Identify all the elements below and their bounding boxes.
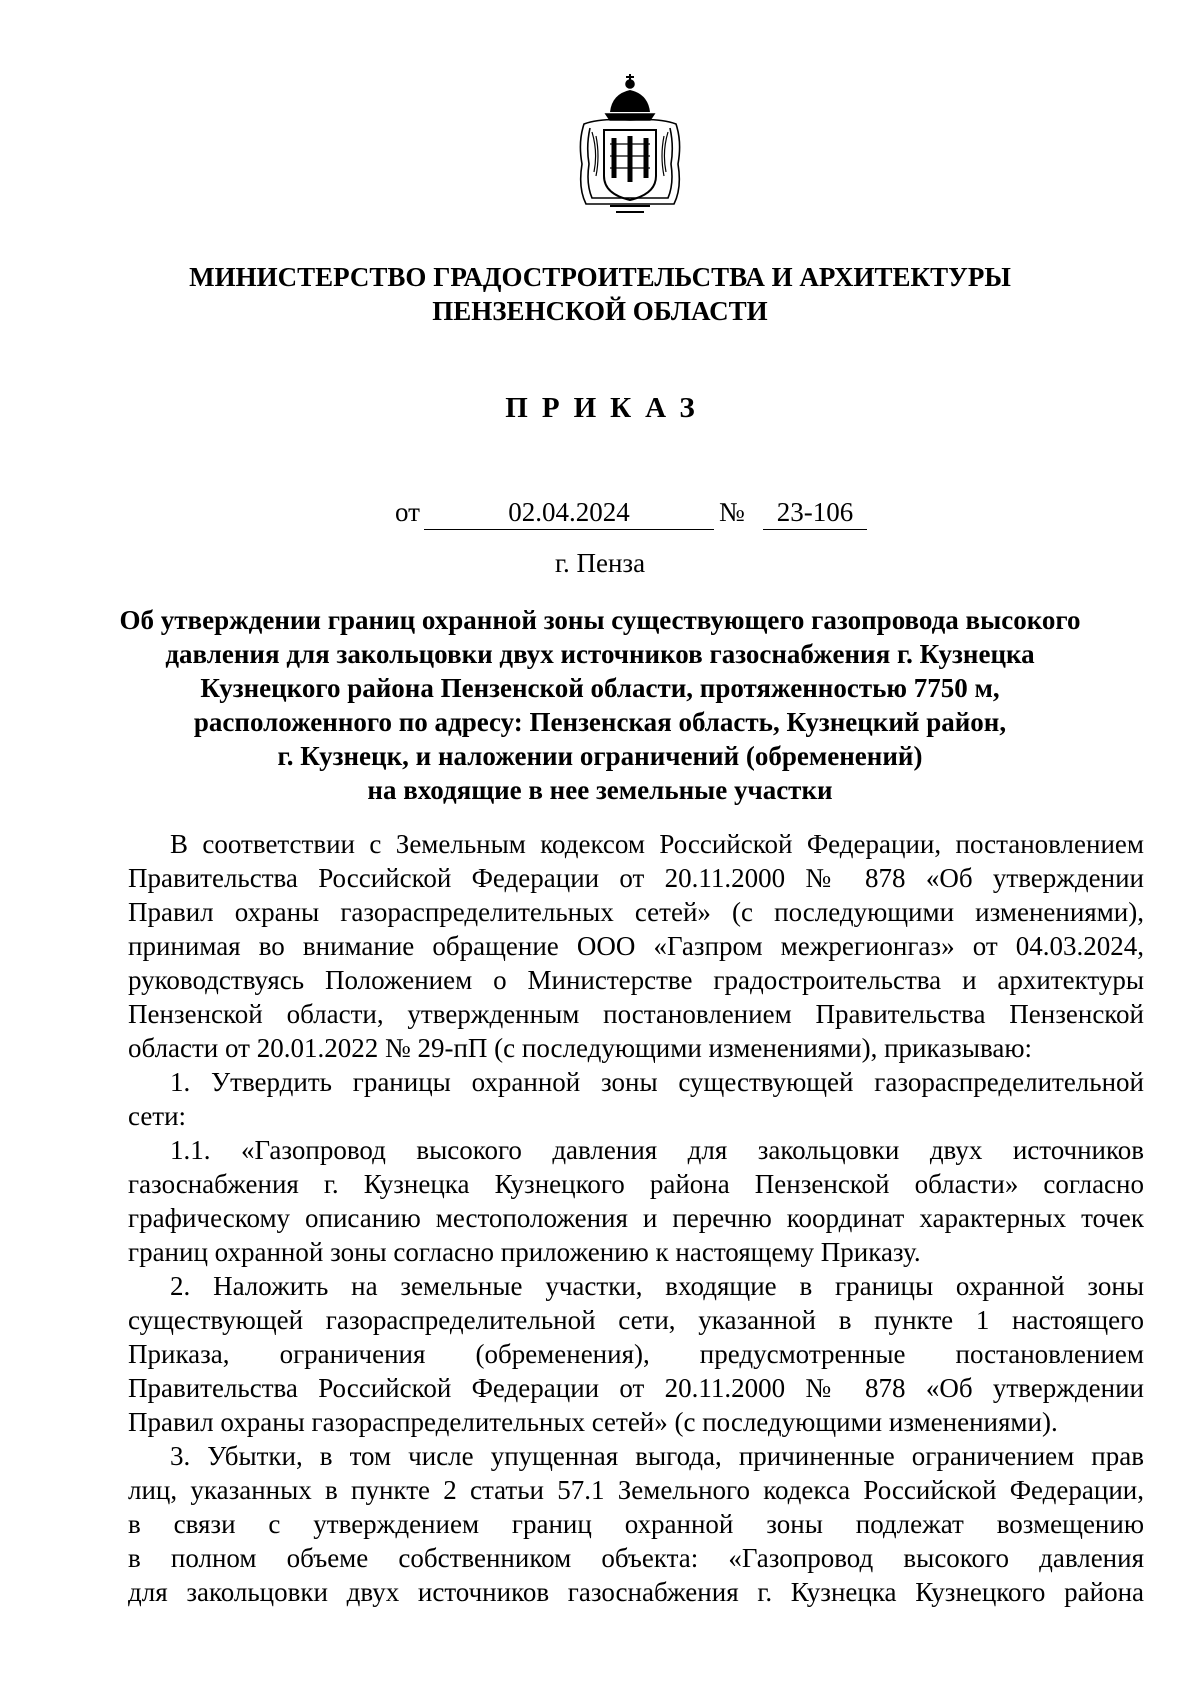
number-label: № (719, 497, 745, 527)
body-line: Правил охраны газораспределительных сетей» (с последующими изменениями), (128, 897, 1144, 927)
body-line: существующей газораспределительной сети, указанной в пункте 1 настоящего (128, 1305, 1144, 1335)
body-line: сети: (128, 1101, 187, 1131)
ministry-name-line-2: ПЕНЗЕНСКОЙ ОБЛАСТИ (432, 296, 768, 326)
order-date-number-line (0, 497, 1200, 533)
subject-line: расположенного по адресу: Пензенская область, Кузнецкий район, (193, 707, 1007, 737)
body-line: для закольцовки двух источников газоснабжения г. Кузнецка Кузнецкого района (128, 1577, 1144, 1607)
body-line: принимая во внимание обращение ООО «Газпром межрегионгаз» от 04.03.2024, (128, 931, 1144, 961)
body-line: в полном объеме собственником объекта: «Газопровод высокого давления (128, 1543, 1144, 1573)
body-line: 1. Утвердить границы охранной зоны существующей газораспределительной (170, 1067, 1144, 1097)
coat-of-arms-emblem (570, 72, 690, 220)
order-number: 23-106 (763, 497, 867, 530)
body-line: области от 20.01.2022 № 29-пП (с последующими изменениями), приказываю: (128, 1033, 1033, 1063)
body-line: графическому описанию местоположения и перечню координат характерных точек (128, 1203, 1144, 1233)
ministry-name-line-1: МИНИСТЕРСТВО ГРАДОСТРОИТЕЛЬСТВА И АРХИТЕКТУРЫ (189, 262, 1011, 292)
order-title: ПРИКАЗ (505, 392, 709, 424)
body-line: руководствуясь Положением о Министерстве градостроительства и архитектуры (128, 965, 1144, 995)
order-date: 02.04.2024 (424, 497, 714, 530)
body-line: 3. Убытки, в том числе упущенная выгода, причиненные ограничением прав (170, 1441, 1144, 1471)
body-line: Приказа, ограничения (обременения), предусмотренные постановлением (128, 1339, 1144, 1369)
body-line: Правительства Российской Федерации от 20.11.2000 № 878 «Об утверждении (128, 863, 1144, 893)
subject-line: г. Кузнецк, и наложении ограничений (обременений) (277, 741, 923, 771)
body-line: 2. Наложить на земельные участки, входящие в границы охранной зоны (170, 1271, 1144, 1301)
body-line: Пензенской области, утвержденным постановлением Правительства Пензенской (128, 999, 1144, 1029)
subject-line: давления для закольцовки двух источников газоснабжения г. Кузнецка (165, 639, 1035, 669)
body-line: лиц, указанных в пункте 2 статьи 57.1 Земельного кодекса Российской Федерации, (128, 1475, 1144, 1505)
body-line: в связи с утверждением границ охранной зоны подлежат возмещению (128, 1509, 1144, 1539)
order-city: г. Пенза (554, 548, 646, 578)
body-line: В соответствии с Земельным кодексом Российской Федерации, постановлением (170, 829, 1144, 859)
subject-line: Об утверждении границ охранной зоны существующего газопровода высокого (119, 605, 1081, 635)
subject-line: Кузнецкого района Пензенской области, протяженностью 7750 м, (200, 673, 1000, 703)
subject-line: на входящие в нее земельные участки (367, 775, 833, 805)
from-label: от (395, 497, 420, 527)
body-line: газоснабжения г. Кузнецка Кузнецкого района Пензенской области» согласно (128, 1169, 1144, 1199)
order-subject (0, 603, 1200, 807)
order-body (128, 827, 1144, 1609)
body-line: Правительства Российской Федерации от 20.11.2000 № 878 «Об утверждении (128, 1373, 1144, 1403)
body-line: границ охранной зоны согласно приложению к настоящему Приказу. (128, 1237, 921, 1267)
body-line: 1.1. «Газопровод высокого давления для закольцовки двух источников (170, 1135, 1144, 1165)
body-line: Правил охраны газораспределительных сетей» (с последующими изменениями). (128, 1407, 1058, 1437)
